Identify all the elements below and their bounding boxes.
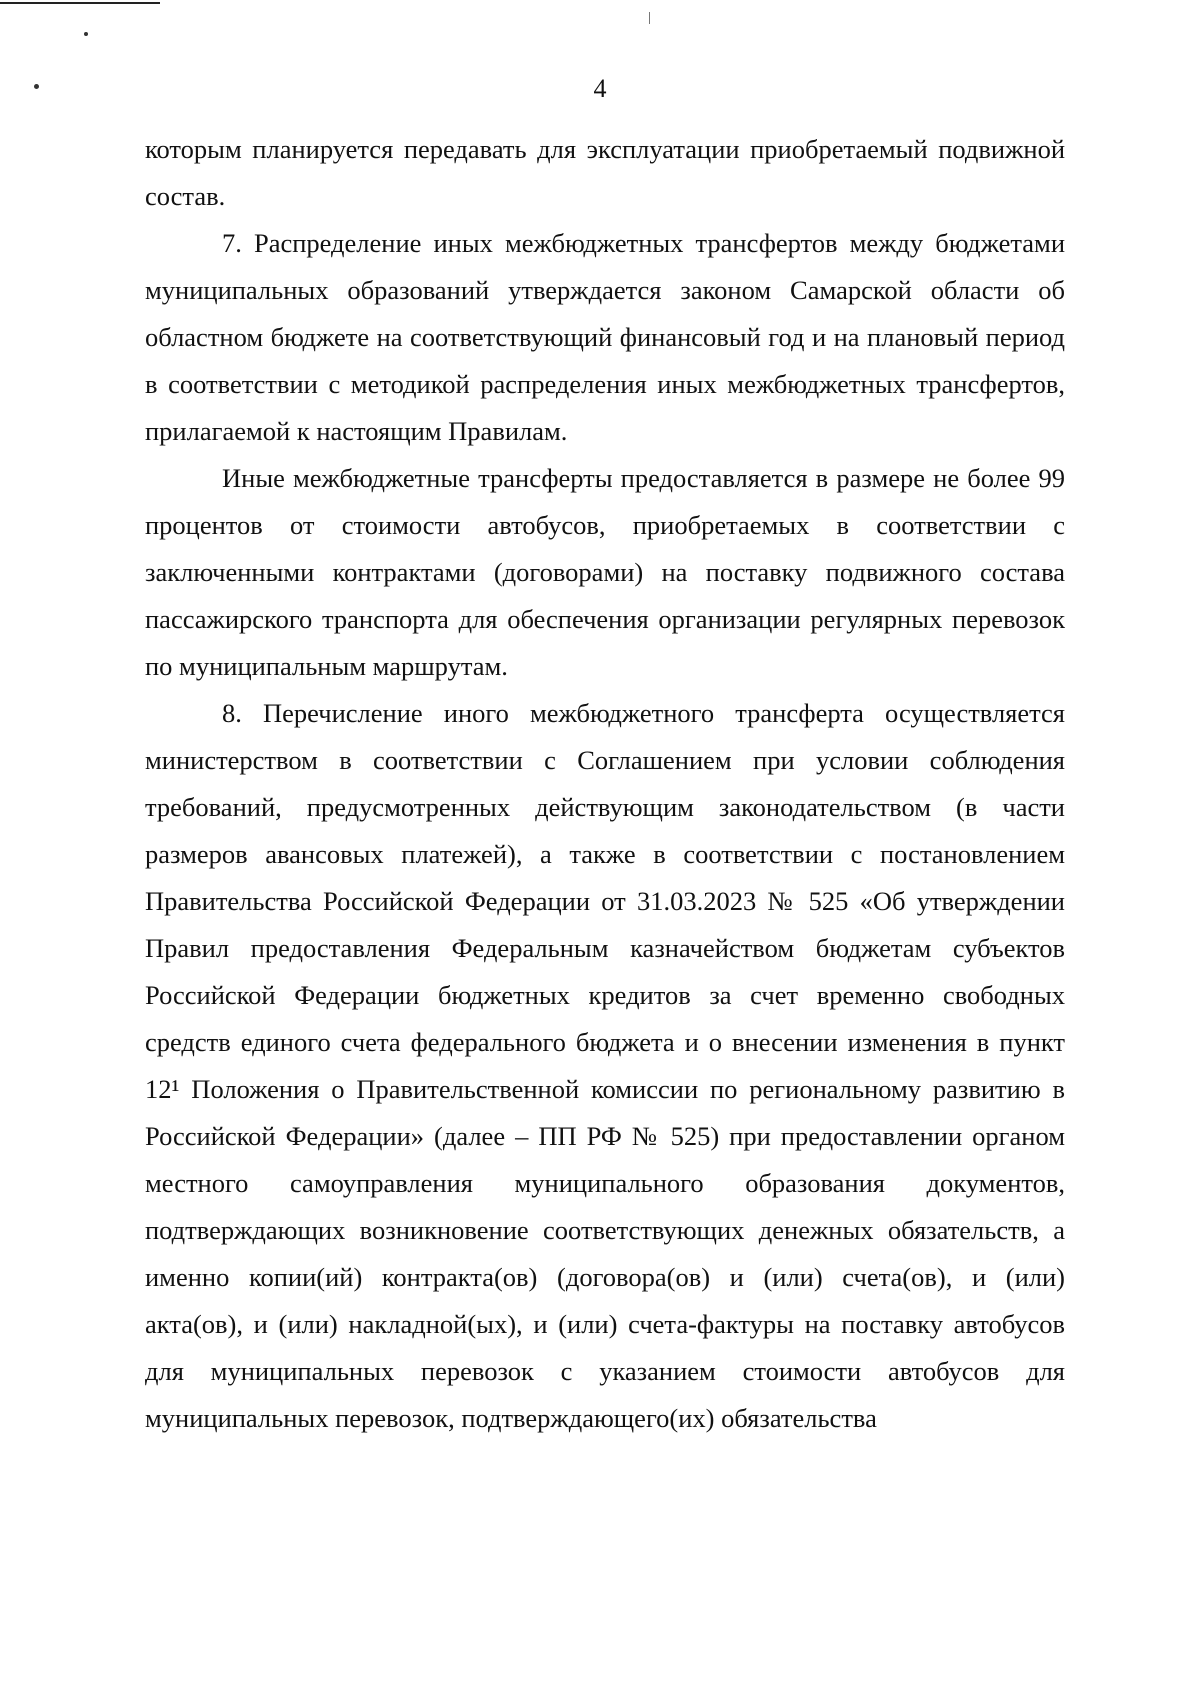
paragraph: 8. Перечисление иного межбюджетного трансферта осуществляется министерством в соответствии с Соглашением при условии соблюдения требований, предусмотренных действующим законодательством (в части размеров авансовых платежей), а также в соответствии с постановлением Правительства Российской Федерации от 31.03.2023 № 525 «Об утверждении Правил предоставления Федеральным казначейством бюджетам субъектов Российской Федерации бюджетных кредитов за счет временно свободных средств единого счета федерального бюджета и о внесении изменения в пункт 12¹ Положения о Правительственной комиссии по региональному развитию в Российской Федерации» (далее – ПП РФ № 525) при предоставлении органом местного самоуправления муниципального образования документов, подтверждающих возникновение соответствующих денежных обязательств, а именно копии(ий) контракта(ов) (договора(ов) и (или) счета(ов), и (или) акта(ов), и (или) накладной(ых), и (или) счета-фактуры на поставку автобусов для муниципальных перевозок с указанием стоимости автобусов для муниципальных перевозок, подтверждающего(их) обязательства [145,698,1065,1433]
page-number: 4 [593,74,607,103]
scan-tick [649,12,650,24]
document-body [145,126,1065,1442]
paragraph: 7. Распределение иных межбюджетных трансфертов между бюджетами муниципальных образований утверждается законом Самарской области об областном бюджете на соответствующий финансовый год и на плановый период в соответствии с методикой распределения иных межбюджетных трансфертов, прилагаемой к настоящим Правилам. [145,228,1065,446]
paragraph: Иные межбюджетные трансферты предоставляется в размере не более 99 процентов от стоимости автобусов, приобретаемых в соответствии с заключенными контрактами (договорами) на поставку подвижного состава пассажирского транспорта для обеспечения организации регулярных перевозок по муниципальным маршрутам. [145,463,1065,681]
scan-border-line [0,2,160,4]
paragraph: которым планируется передавать для эксплуатации приобретаемый подвижной состав. [145,134,1065,211]
scan-speck [84,32,88,36]
